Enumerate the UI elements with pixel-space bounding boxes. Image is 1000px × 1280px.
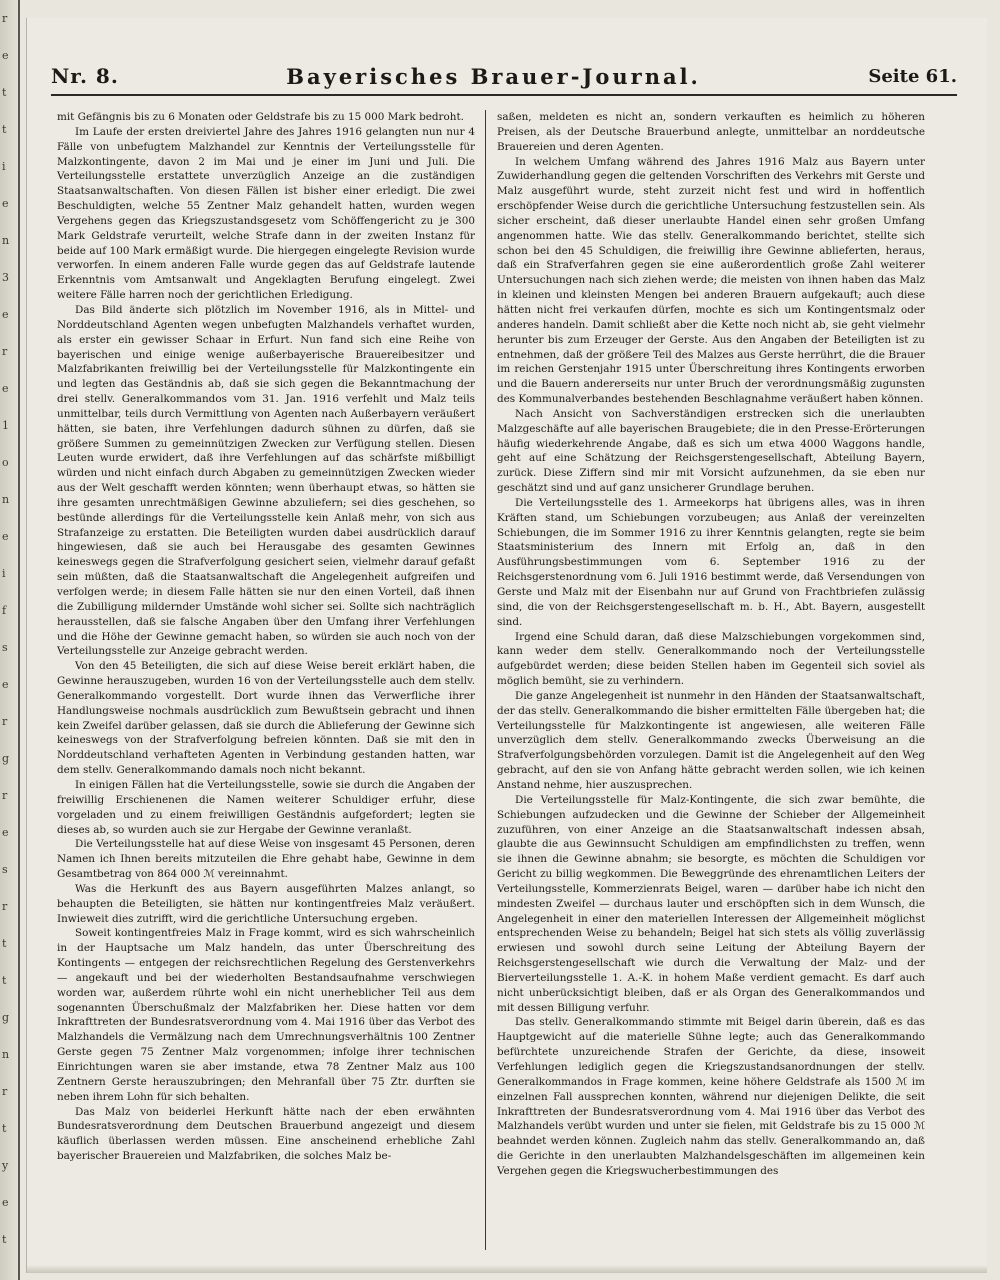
edge-letter: e (2, 826, 9, 839)
edge-letter: r (2, 12, 8, 25)
issue-number: Nr. 8. (51, 64, 119, 88)
paragraph: In einigen Fällen hat die Verteilungsstelle, sowie sie durch die Angaben der freiwillig Erschienenen die Namen weiterer Schuldiger erfuhr, diese vorgeladen und zu einem freiwilligen Geständnis aufgefordert; legten sie dieses ab, so wurden auch sie zur Hergabe der Gewinne veranlaßt. (57, 778, 475, 836)
paragraph: saßen, meldeten es nicht an, sondern verkauften es heimlich zu höheren Preisen, als der Deutsche Brauerbund anlegte, unmittelbar an norddeutsche Brauereien und deren Agenten. (497, 111, 925, 153)
paragraph: In welchem Umfang während des Jahres 1916 Malz aus Bayern unter Zuwiderhandlung gegen die geltenden Vorschriften des Verkehrs mit Gerste und Malz ausgeführt wurde, steht zurzeit nicht fest und wird in hoffentlich erschöpfender Weise durch die gerichtliche Untersuchung festzustellen sein. Als sicher erscheint, daß dieser unerlaubte Handel einen sehr großen Umfang angenommen hatte. Wie das stellv. Generalkommando berichtet, stellte sich schon bei den 45 Schuldigen, die freiwillig ihre Gewinne ablieferten, heraus, daß ein Strafverfahren gegen sie eine außerordentlich große Zahl weiterer Untersuchungen nach sich ziehen werde; die meisten von ihnen haben das Malz in kleinen und kleinsten Mengen bei anderen Brauern aufgekauft; auch diese hätten nicht frei verkaufen dürfen, mochte es sich um Kontingentsmalz oder anderes handeln. Damit schließt aber die Kette noch nicht ab, sie geht vielmehr herunter bis zum Erzeuger der Gerste. Aus den Angaben der Beteiligten ist zu entnehmen, daß der größere Teil des Malzes aus Gerste herrührt, die die Brauer im reichen Gerstenjahr 1915 unter Überschreitung ihres Kontingents erworben und die Bauern andererseits nur unter Bruch der verordnungsmäßig zugunsten des Kommunalverbandes bestehenden Beschlagnahme veräußert haben können. (497, 155, 925, 406)
edge-letter: n (2, 493, 10, 506)
edge-letter: s (2, 641, 8, 654)
edge-letter: r (2, 345, 8, 358)
edge-letter: n (2, 1048, 10, 1061)
edge-letter: i (2, 160, 6, 173)
edge-letter: e (2, 197, 9, 210)
edge-letter: n (2, 234, 10, 247)
edge-letter: i (2, 567, 6, 580)
paragraph: Irgend eine Schuld daran, daß diese Malzschiebungen vorgekommen sind, kann weder dem stellv. Generalkommando noch der Verteilungsstelle aufgebürdet werden; diese beiden Stellen haben im Gegenteil sich soviel als möglich bemüht, sie zu verhindern. (497, 630, 925, 688)
paragraph: Das Bild änderte sich plötzlich im November 1916, als in Mittel- und Norddeutschland Agenten wegen unbefugten Malzhandels verhaftet wurden, als erster ein gewisser Schaar in Erfurt. Nun fand sich eine Reihe von bayerischen und einige wenige außerbayerische Brauereibesitzer und Malzfabrikanten freiwillig bei der Verteilungsstelle für Malzkontingente ein und legten das Geständnis ab, daß sie sich gegen die Bekanntmachung der drei stellv. Generalkommandos vom 31. Jan. 1916 verfehlt und Malz teils unmittelbar, teils durch Vermittlung von Agenten nach Außerbayern veräußert hätten, sie baten, ihre Verfehlungen dadurch sühnen zu dürfen, daß sie größere Summen zu gemeinnützigen Zwecken zur Verfügung stellen. Diesen Leuten wurde erwidert, daß ihre Verfehlungen auf das schärfste mißbilligt würden und nicht einfach durch Abgaben zu gemeinnützigen Zwecken wieder aus der Welt geschafft werden könnten; wenn überhaupt etwas, so hätten sie ihre gesamten unrechtmäßigen Gewinne abzuliefern; sei dies geschehen, so bestünde allerdings für die Verteilungsstelle kein Anlaß mehr, von sich aus Strafanzeige zu erstatten. Die Beteiligten wurden dabei ausdrücklich darauf hingewiesen, daß sie auch bei Herausgabe des gesamten Gewinnes keineswegs gegen die Strafverfolgung gesichert seien, vielmehr darauf gefaßt sein müßten, daß die Staatsanwaltschaft die Angelegenheit aufgreifen und verfolgen werde; in diesem Falle hätten sie nur den einen Vorteil, daß ihnen die Zubilligung mildernder Umstände wohl sicher sei. Sollte sich nachträglich herausstellen, daß sie falsche Angaben über den Umfang ihrer Verfehlungen und die Höhe der Gewinne gemacht haben, so würden sie auch noch von der Verteilungsstelle zur Anzeige gebracht werden. (57, 303, 475, 658)
left-column (57, 110, 475, 1164)
edge-letter: t (2, 974, 7, 987)
edge-letter: s (2, 863, 8, 876)
newspaper-page (26, 18, 987, 1273)
paragraph: Das stellv. Generalkommando stimmte mit Beigel darin überein, daß es das Hauptgewicht auf die materielle Sühne legte; auch das Generalkommando befürchtete unzureichende Strafen der Gerichte, da diese, insoweit Verfehlungen lediglich gegen die Kriegszustandsanordnungen der stellv. Generalkommandos in Frage kommen, keine höhere Geldstrafe als 1500 ℳ im einzelnen Fall aussprechen konnten, während nur diejenigen Delikte, die seit Inkrafttreten der Bundesratsverordnung vom 4. Mai 1916 über das Verbot des Malzhandels verübt wurden und unter sie fielen, mit Geldstrafe bis zu 15 000 ℳ beahndet werden können. Zugleich nahm das stellv. Generalkommando an, daß die Gerichte in den unerlaubten Malzhandelsgeschäften im allgemeinen kein Vergehen gegen die Kriegswucherbestimmungen des (497, 1016, 925, 1177)
paragraph: Die ganze Angelegenheit ist nunmehr in den Händen der Staatsanwaltschaft, der das stellv. Generalkommando die bisher ermittelten Fälle übergeben hat; die Verteilungsstelle für Malzkontingente ist angewiesen, alle weiteren Fälle unverzüglich dem stellv. Generalkommando zwecks Überweisung an die Strafverfolgungsbehörden vorzulegen. Damit ist die Angelegenheit auf den Weg gebracht, auf den sie von Anfang hätte gebracht werden sollen, wie ich keinen Anstand nehme, hier auszusprechen. (497, 689, 925, 791)
edge-letter: 3 (2, 271, 9, 284)
paragraph: mit Gefängnis bis zu 6 Monaten oder Geldstrafe bis zu 15 000 Mark bedroht. (57, 111, 464, 123)
edge-letter: t (2, 1122, 7, 1135)
edge-letter: f (2, 604, 7, 617)
paragraph: Nach Ansicht von Sachverständigen erstrecken sich die unerlaubten Malzgeschäfte auf alle bayerischen Braugebiete; die in den Presse-Erörterungen häufig wiederkehrende Angabe, daß es sich um etwa 4000 Waggons handle, geht auf eine Schätzung der Reichsgerstengesellschaft, Abteilung Bayern, zurück. Diese Ziffern sind mir mit Vorsicht aufzunehmen, da sie eben nur geschätzt sind und auf ganz unsicherer Grundlage beruhen. (497, 407, 925, 495)
paragraph: Im Laufe der ersten dreiviertel Jahre des Jahres 1916 gelangten nun nur 4 Fälle von unbefugtem Malzhandel zur Kenntnis der Verteilungsstelle für Malzkontingente, davon 2 im Mai und je einer im Juni und Juli. Die Verteilungsstelle erstattete unverzüglich Anzeige an die zuständigen Staatsanwaltschaften. Von diesen Fällen ist bisher einer erledigt. Die zwei Beschuldigten, welche 55 Zentner Malz gehandelt hatten, wurden wegen Vergehens gegen das Kriegszustandsgesetz vom Schöffengericht zu je 300 Mark Geldstrafe verurteilt, welche Strafe dann in der zweiten Instanz für beide auf 100 Mark ermäßigt wurde. Die hiergegen eingelegte Revision wurde verworfen. In einem anderen Falle wurde gegen das auf Geldstrafe lautende Erkenntnis vom Amtsanwalt und Angeklagten Berufung eingelegt. Zwei weitere Fälle harren noch der gerichtlichen Erledigung. (57, 125, 475, 302)
paragraph: Die Verteilungsstelle für Malz-Kontingente, die sich zwar bemühte, die Schiebungen aufzudecken und die Gewinne der Schieber der Allgemeinheit zuzuführen, von einer Anzeige an die Staatsanwaltschaft indessen absah, glaubte die aus Gewinnsucht Schuldigen am empfindlichsten zu treffen, wenn sie ihnen die Gewinne abnahm; sie besorgte, es möchten die Schuldigen vor Gericht zu billig wegkommen. Die Beweggründe des ehrenamtlichen Leiters der Verteilungsstelle, Kommerzienrats Beigel, waren — darüber habe ich nicht den mindesten Zweifel — durchaus lauter und erschöpften sich in dem Wunsch, die Angelegenheit in einer den materiellen Interessen der Allgemeinheit möglichst entsprechenden Weise zu behandeln; Beigel hat sich stets als völlig zuverlässig erwiesen und sowohl durch seine Leitung der Abteilung Bayern der Reichsgerstengesellschaft wie durch die Verwaltung der Malz- und der Bierverteilungsstelle 1. A.-K. in hohem Maße verdient gemacht. Es darf auch nicht unberücksichtigt bleiben, daß er als Organ des Generalkommandos und mit dessen Billigung verfuhr. (497, 793, 925, 1014)
edge-letter: t (2, 1233, 7, 1246)
paragraph: Soweit kontingentfreies Malz in Frage kommt, wird es sich wahrscheinlich in der Hauptsache um Malz handeln, das unter Überschreitung des Kontingents — entgegen der reichsrechtlichen Regelung des Gerstenverkehrs — angekauft und bei der wiederholten Bestandsaufnahme verschwiegen worden war, außerdem rührte wohl ein nicht unerheblicher Teil aus dem sogenannten Überschußmalz der Malzfabriken her. Diese hatten vor dem Inkrafttreten der Bundesratsverordnung vom 4. Mai 1916 über das Verbot des Malzhandels die Vermälzung nach dem Umrechnungsverhältnis 100 Zentner Gerste gegen 75 Zentner Malz vorgenommen; infolge ihrer technischen Einrichtungen waren sie aber imstande, etwa 78 Zentner Malz aus 100 Zentnern Gerste herauszubringen; den Mehranfall über 75 Ztr. durften sie neben ihrem Lohn für sich behalten. (57, 927, 475, 1103)
edge-letter: t (2, 86, 7, 99)
edge-letter: r (2, 900, 8, 913)
journal-title: Bayerisches Brauer-Journal. (286, 63, 701, 89)
edge-letter: e (2, 1196, 9, 1209)
right-column (497, 110, 925, 1179)
edge-letter: e (2, 678, 9, 691)
page-number: Seite 61. (868, 65, 957, 87)
edge-letter: o (2, 456, 9, 469)
paragraph: Was die Herkunft des aus Bayern ausgeführten Malzes anlangt, so behaupten die Beteiligten, sie hätten nur kontingentfreies Malz veräußert. Inwieweit dies zutrifft, wird die gerichtliche Untersuchung ergeben. (57, 882, 475, 925)
edge-letter: g (2, 1011, 10, 1024)
page-bottom-edge (27, 1265, 987, 1273)
edge-letter: t (2, 937, 7, 950)
paragraph: Von den 45 Beteiligten, die sich auf diese Weise bereit erklärt haben, die Gewinne herauszugeben, wurden 16 von der Verteilungsstelle auch dem stellv. Generalkommando vorgestellt. Dort wurde ihnen das Verwerfliche ihrer Handlungsweise nochmals ausdrücklich zum Bewußtsein gebracht und ihnen kein Zweifel darüber gelassen, daß sie durch die Ablieferung der Gewinne sich keineswegs von der Strafverfolgung befreien könnten. Daß sie mit den in Norddeutschland verhafteten Agenten in Verbindung gestanden hatten, war dem stellv. Generalkommando damals noch nicht bekannt. (57, 660, 475, 777)
edge-letter: e (2, 308, 9, 321)
edge-letter: e (2, 382, 9, 395)
paragraph: Die Verteilungsstelle des 1. Armeekorps hat übrigens alles, was in ihren Kräften stand, um Schiebungen vorzubeugen; aus Anlaß der vereinzelten Schiebungen, die im Sommer 1916 zu ihrer Kenntnis gelangten, regte sie beim Staatsministerium des Innern mit Erfolg an, daß in den Ausführungsbestimmungen vom 6. September 1916 zu der Reichsgerstenordnung vom 6. Juli 1916 bestimmt werde, daß Versendungen von Gerste und Malz mit der Eisenbahn nur auf Grund von Frachtbriefen zulässig sind, die von der Reichsgerstengesellschaft m. b. H., Abt. Bayern, ausgestellt sind. (497, 496, 925, 628)
edge-letter: g (2, 752, 10, 765)
paragraph: Das Malz von beiderlei Herkunft hätte nach der eben erwähnten Bundesratsverordnung dem Deutschen Brauerbund angezeigt und diesem käuflich überlassen werden müssen. Eine anscheinend erhebliche Zahl bayerischer Brauereien und Malzfabriken, die solches Malz be- (57, 1105, 475, 1163)
edge-letter: y (2, 1159, 9, 1172)
previous-page-edge (0, 0, 20, 1280)
edge-letter: t (2, 123, 7, 136)
page-header (51, 58, 957, 96)
paragraph: Die Verteilungsstelle hat auf diese Weise von insgesamt 45 Personen, deren Namen ich Ihnen bereits mitzuteilen die Ehre gehabt habe, Gewinne in dem Gesamtbetrag von 864 000 ℳ vereinnahmt. (57, 838, 475, 881)
edge-letter: e (2, 530, 9, 543)
edge-letter: e (2, 49, 9, 62)
edge-letter: 1 (2, 419, 9, 432)
edge-letter: r (2, 789, 8, 802)
edge-letter: r (2, 715, 8, 728)
edge-letter: r (2, 1085, 8, 1098)
column-divider (485, 110, 486, 1250)
